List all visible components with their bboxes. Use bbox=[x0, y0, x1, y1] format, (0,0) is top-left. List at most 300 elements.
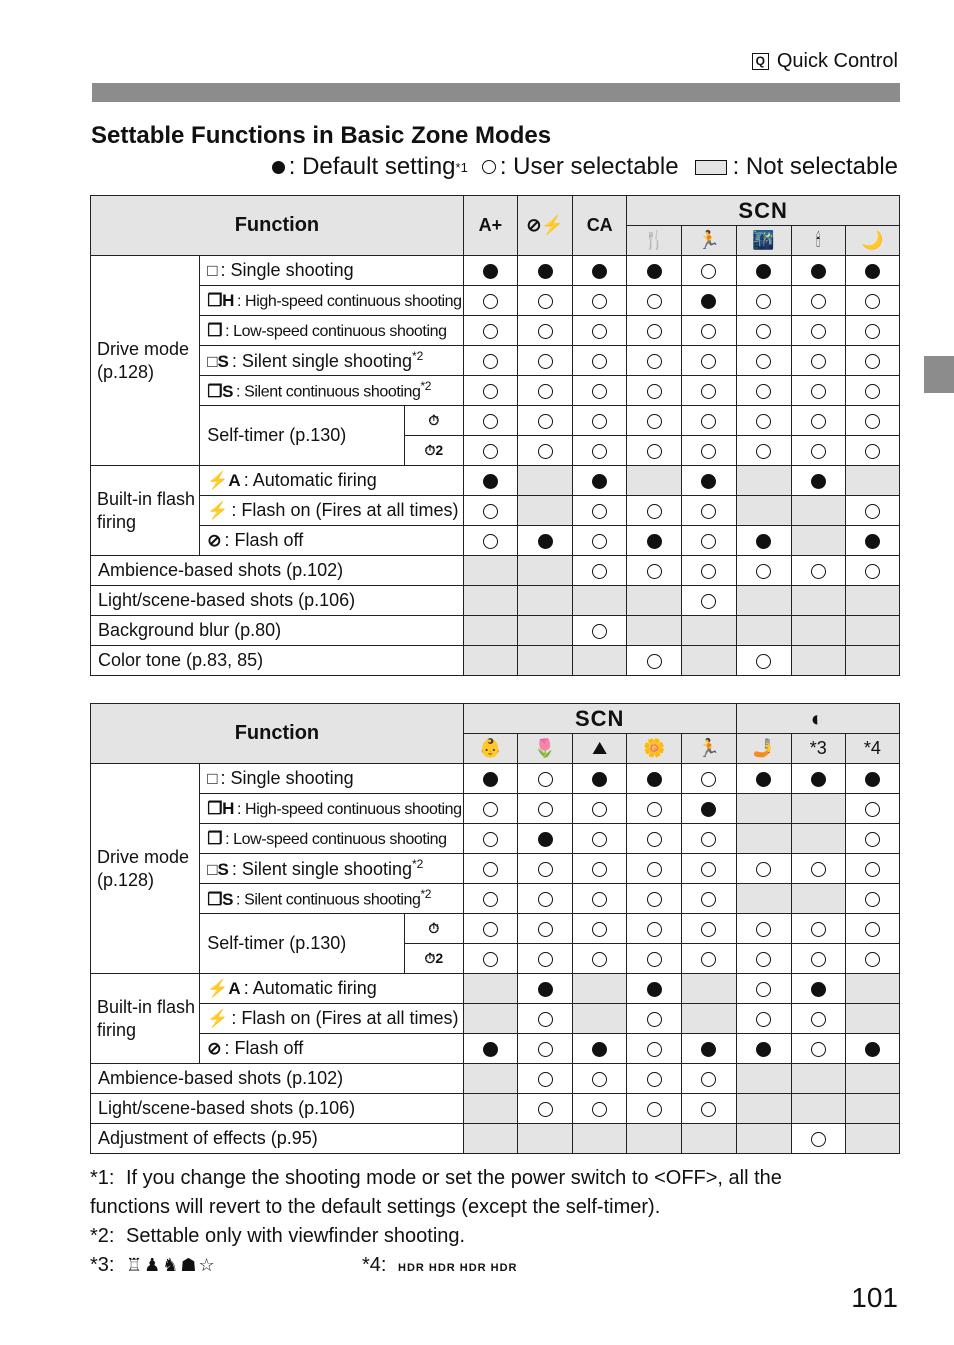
selectable-ring-icon bbox=[647, 1102, 662, 1117]
row-symbol-icon: □S bbox=[207, 860, 229, 879]
row-label-text: : Flash off bbox=[224, 1038, 304, 1058]
selectable-ring-icon bbox=[756, 862, 771, 877]
row-label-text: : Silent continuous shooting bbox=[236, 891, 421, 909]
food-mode-icon: 🍴 bbox=[627, 226, 682, 256]
selectable-cell bbox=[845, 794, 899, 824]
selectable-cell bbox=[736, 286, 791, 316]
selectable-cell bbox=[463, 914, 517, 944]
selectable-cell bbox=[845, 496, 899, 526]
selectable-cell bbox=[791, 436, 845, 466]
default-dot-icon bbox=[865, 264, 880, 279]
footnote-text: Settable only with viewfinder shooting. bbox=[126, 1225, 466, 1247]
hdr-filter-icons: HDR HDR HDR HDR bbox=[398, 1262, 518, 1274]
not-selectable-cell bbox=[736, 1094, 791, 1124]
row-label-text: : Silent single shooting bbox=[231, 351, 412, 371]
default-dot-icon bbox=[701, 294, 716, 309]
table-row bbox=[91, 764, 900, 794]
not-selectable-cell bbox=[627, 466, 682, 496]
selectable-ring-icon bbox=[592, 832, 607, 847]
functions-table-2 bbox=[90, 703, 900, 1154]
selectable-ring-icon bbox=[701, 444, 716, 459]
selectable-ring-icon bbox=[592, 354, 607, 369]
not-selectable-cell bbox=[845, 616, 899, 646]
selectable-cell bbox=[518, 316, 573, 346]
selectable-ring-icon bbox=[701, 504, 716, 519]
default-dot-icon bbox=[701, 802, 716, 817]
selectable-ring-icon bbox=[647, 922, 662, 937]
row-symbol-icon: ❐H bbox=[207, 798, 234, 818]
selectable-cell bbox=[736, 556, 791, 586]
default-dot-icon bbox=[701, 1042, 716, 1057]
row-label: Adjustment of effects (p.95) bbox=[91, 1124, 464, 1154]
selectable-cell bbox=[627, 436, 682, 466]
selectable-cell bbox=[845, 556, 899, 586]
default-cell bbox=[518, 526, 573, 556]
selectable-cell bbox=[627, 794, 682, 824]
selectable-ring-icon bbox=[483, 952, 498, 967]
selectable-ring-icon bbox=[865, 922, 880, 937]
default-cell bbox=[791, 974, 845, 1004]
table-row bbox=[91, 316, 900, 346]
row-label bbox=[200, 346, 464, 376]
selectable-cell bbox=[682, 256, 736, 286]
row-label bbox=[200, 316, 464, 346]
selectable-ring-icon bbox=[756, 324, 771, 339]
smooth-skin-icon: 🌷 bbox=[518, 734, 573, 764]
table-row bbox=[91, 974, 900, 1004]
row-note: *2 bbox=[420, 887, 432, 902]
not-selectable-box-icon bbox=[695, 160, 727, 175]
selectable-ring-icon bbox=[701, 264, 716, 279]
selectable-ring-icon bbox=[647, 802, 662, 817]
not-selectable-cell bbox=[627, 1124, 682, 1154]
selectable-cell bbox=[463, 316, 517, 346]
selectable-cell bbox=[518, 914, 573, 944]
row-label bbox=[200, 1034, 464, 1064]
selectable-cell bbox=[845, 406, 899, 436]
selectable-ring-icon bbox=[811, 324, 826, 339]
row-label bbox=[200, 376, 464, 406]
selectable-cell bbox=[573, 286, 627, 316]
row-label-text: : Automatic firing bbox=[243, 978, 377, 998]
table-row bbox=[91, 586, 900, 616]
selectable-ring-icon bbox=[811, 1012, 826, 1027]
selectable-ring-icon bbox=[592, 624, 607, 639]
column-note-3: *3 bbox=[791, 734, 845, 764]
selectable-ring-icon bbox=[538, 892, 553, 907]
table-row bbox=[91, 824, 900, 854]
row-symbol-icon: ❐ bbox=[207, 320, 223, 340]
not-selectable-cell bbox=[791, 496, 845, 526]
selectable-ring-icon bbox=[647, 414, 662, 429]
drive-mode-group: Drive mode (p.128) bbox=[91, 764, 200, 974]
row-label bbox=[200, 884, 464, 914]
selectable-cell bbox=[518, 1094, 573, 1124]
selectable-cell bbox=[682, 406, 736, 436]
default-cell bbox=[845, 1034, 899, 1064]
default-dot-icon bbox=[592, 264, 607, 279]
table-row bbox=[91, 496, 900, 526]
selectable-ring-icon bbox=[811, 952, 826, 967]
legend bbox=[272, 153, 898, 181]
not-selectable-cell bbox=[463, 974, 517, 1004]
row-symbol-icon: □S bbox=[207, 352, 229, 371]
selectable-ring-icon bbox=[756, 384, 771, 399]
selectable-ring-icon bbox=[538, 1102, 553, 1117]
footnote-3 bbox=[90, 1251, 217, 1280]
table-row bbox=[91, 1034, 900, 1064]
selectable-ring-icon bbox=[483, 294, 498, 309]
selectable-cell bbox=[627, 1064, 682, 1094]
selectable-ring-icon bbox=[482, 160, 496, 174]
selectable-cell bbox=[682, 914, 736, 944]
selectable-cell bbox=[845, 944, 899, 974]
selectable-cell bbox=[791, 1124, 845, 1154]
selectable-cell bbox=[463, 496, 517, 526]
default-dot-icon bbox=[272, 161, 285, 174]
default-cell bbox=[463, 1034, 517, 1064]
default-cell bbox=[573, 256, 627, 286]
header-title: Quick Control bbox=[776, 50, 898, 72]
selectable-cell bbox=[791, 1004, 845, 1034]
default-cell bbox=[573, 1034, 627, 1064]
selectable-ring-icon bbox=[592, 414, 607, 429]
selectable-cell bbox=[573, 616, 627, 646]
selectable-cell bbox=[736, 316, 791, 346]
selectable-ring-icon bbox=[538, 1042, 553, 1057]
flash-firing-group: Built-in flash firing bbox=[91, 974, 200, 1064]
table-row bbox=[91, 526, 900, 556]
selectable-cell bbox=[573, 794, 627, 824]
table-row bbox=[91, 854, 900, 884]
not-selectable-cell bbox=[463, 1064, 517, 1094]
default-cell bbox=[682, 1034, 736, 1064]
selectable-ring-icon bbox=[538, 1012, 553, 1027]
row-note: *2 bbox=[420, 379, 432, 394]
selectable-ring-icon bbox=[865, 504, 880, 519]
row-label bbox=[200, 854, 464, 884]
not-selectable-cell bbox=[573, 974, 627, 1004]
selectable-cell bbox=[791, 316, 845, 346]
footnote-1-cont bbox=[90, 1193, 660, 1222]
footnote-key: *2: bbox=[90, 1225, 115, 1247]
default-cell bbox=[627, 974, 682, 1004]
selectable-ring-icon bbox=[811, 384, 826, 399]
selectable-ring-icon bbox=[647, 564, 662, 579]
default-dot-icon bbox=[647, 264, 662, 279]
row-label-text: : Silent single shooting bbox=[231, 859, 412, 879]
selectable-cell bbox=[518, 794, 573, 824]
selectable-cell bbox=[627, 1004, 682, 1034]
selectable-cell bbox=[463, 406, 517, 436]
default-cell bbox=[518, 256, 573, 286]
selectable-cell bbox=[463, 794, 517, 824]
footnote-key: *4: bbox=[362, 1254, 387, 1276]
selectable-cell bbox=[463, 346, 517, 376]
selectable-ring-icon bbox=[647, 504, 662, 519]
not-selectable-cell bbox=[627, 586, 682, 616]
selectable-cell bbox=[463, 944, 517, 974]
not-selectable-cell bbox=[682, 1004, 736, 1034]
selectable-cell bbox=[791, 406, 845, 436]
closeup-icon: 🌼 bbox=[627, 734, 682, 764]
row-label-text: : High-speed continuous shooting bbox=[236, 292, 462, 310]
selectable-cell bbox=[518, 764, 573, 794]
not-selectable-cell bbox=[845, 466, 899, 496]
selectable-ring-icon bbox=[701, 1072, 716, 1087]
page-number: 101 bbox=[851, 1282, 898, 1313]
footnote-text: If you change the shooting mode or set the power switch to <OFF>, all the bbox=[126, 1167, 782, 1189]
selectable-cell bbox=[736, 944, 791, 974]
not-selectable-cell bbox=[682, 616, 736, 646]
candlelight-icon: 🕯 bbox=[791, 226, 845, 256]
not-selectable-cell bbox=[791, 794, 845, 824]
selectable-ring-icon bbox=[811, 444, 826, 459]
selectable-ring-icon bbox=[865, 802, 880, 817]
page-header bbox=[752, 50, 898, 73]
not-selectable-cell bbox=[573, 646, 627, 676]
selectable-ring-icon bbox=[701, 534, 716, 549]
not-selectable-cell bbox=[845, 586, 899, 616]
selectable-ring-icon bbox=[647, 324, 662, 339]
default-dot-icon bbox=[483, 1042, 498, 1057]
selectable-cell bbox=[682, 944, 736, 974]
selectable-cell bbox=[518, 944, 573, 974]
selectable-ring-icon bbox=[592, 802, 607, 817]
creative-filter-icons: ♖♟♞☗☆ bbox=[126, 1255, 217, 1275]
selectable-cell bbox=[845, 286, 899, 316]
portrait-icon: 👶 bbox=[463, 734, 517, 764]
selectable-cell bbox=[463, 376, 517, 406]
default-dot-icon bbox=[538, 832, 553, 847]
selectable-cell bbox=[573, 914, 627, 944]
default-cell bbox=[736, 256, 791, 286]
selectable-cell bbox=[845, 376, 899, 406]
selectable-ring-icon bbox=[647, 654, 662, 669]
legend-user: : User selectable bbox=[499, 153, 679, 180]
not-selectable-cell bbox=[845, 1124, 899, 1154]
selectable-ring-icon bbox=[483, 384, 498, 399]
not-selectable-cell bbox=[736, 1064, 791, 1094]
table-row bbox=[91, 1064, 900, 1094]
default-cell bbox=[682, 286, 736, 316]
selectable-cell bbox=[845, 914, 899, 944]
scene-intelligent-auto-icon: A+ bbox=[463, 196, 517, 256]
selectable-cell bbox=[573, 346, 627, 376]
selectable-ring-icon bbox=[865, 414, 880, 429]
selectable-cell bbox=[682, 556, 736, 586]
row-symbol-icon: ⚡ bbox=[207, 1009, 229, 1028]
selectable-ring-icon bbox=[483, 922, 498, 937]
selectable-cell bbox=[682, 1094, 736, 1124]
footnote-text: functions will revert to the default settings (except the self-timer). bbox=[90, 1196, 661, 1218]
table-row bbox=[91, 346, 900, 376]
selectable-cell bbox=[736, 376, 791, 406]
selectable-cell bbox=[627, 1034, 682, 1064]
selectable-ring-icon bbox=[592, 1072, 607, 1087]
selectable-ring-icon bbox=[756, 654, 771, 669]
selectable-ring-icon bbox=[756, 922, 771, 937]
selectable-ring-icon bbox=[592, 862, 607, 877]
default-dot-icon bbox=[647, 534, 662, 549]
default-cell bbox=[627, 256, 682, 286]
row-symbol-icon: □ bbox=[207, 261, 218, 280]
default-cell bbox=[736, 526, 791, 556]
self-timer-label: Self-timer (p.130) bbox=[200, 406, 404, 466]
row-label: Light/scene-based shots (p.106) bbox=[91, 1094, 464, 1124]
not-selectable-cell bbox=[518, 646, 573, 676]
selectable-cell bbox=[518, 884, 573, 914]
selectable-cell bbox=[573, 556, 627, 586]
default-cell bbox=[845, 526, 899, 556]
selectable-ring-icon bbox=[701, 772, 716, 787]
default-dot-icon bbox=[811, 264, 826, 279]
default-cell bbox=[736, 1034, 791, 1064]
selectable-cell bbox=[518, 406, 573, 436]
not-selectable-cell bbox=[518, 496, 573, 526]
selectable-ring-icon bbox=[865, 384, 880, 399]
selectable-cell bbox=[736, 436, 791, 466]
row-label: Ambience-based shots (p.102) bbox=[91, 1064, 464, 1094]
scn-header: SCN bbox=[627, 196, 900, 226]
not-selectable-cell bbox=[791, 884, 845, 914]
self-timer-2s-icon: ⏱2 bbox=[404, 944, 463, 974]
row-note: *2 bbox=[411, 857, 424, 871]
selectable-ring-icon bbox=[811, 414, 826, 429]
default-dot-icon bbox=[592, 1042, 607, 1057]
selectable-ring-icon bbox=[811, 1042, 826, 1057]
not-selectable-cell bbox=[627, 616, 682, 646]
default-cell bbox=[791, 256, 845, 286]
default-cell bbox=[518, 974, 573, 1004]
sports-icon: 🏃 bbox=[682, 734, 736, 764]
selectable-ring-icon bbox=[865, 294, 880, 309]
selectable-ring-icon bbox=[865, 444, 880, 459]
default-dot-icon bbox=[811, 474, 826, 489]
not-selectable-cell bbox=[845, 1094, 899, 1124]
not-selectable-cell bbox=[463, 616, 517, 646]
table-row bbox=[91, 406, 900, 436]
footnote-1 bbox=[90, 1164, 782, 1193]
row-label bbox=[200, 286, 464, 316]
row-label-text: : Single shooting bbox=[220, 768, 354, 788]
default-cell bbox=[845, 764, 899, 794]
selectable-ring-icon bbox=[865, 862, 880, 877]
selectable-cell bbox=[627, 944, 682, 974]
row-label-text: : Automatic firing bbox=[243, 470, 377, 490]
selectable-ring-icon bbox=[756, 564, 771, 579]
not-selectable-cell bbox=[736, 496, 791, 526]
not-selectable-cell bbox=[791, 586, 845, 616]
selectable-cell bbox=[845, 316, 899, 346]
not-selectable-cell bbox=[463, 1094, 517, 1124]
selectable-ring-icon bbox=[483, 504, 498, 519]
handheld-night-icon: 🌙 bbox=[845, 226, 899, 256]
table-row bbox=[91, 1004, 900, 1034]
selectable-ring-icon bbox=[811, 564, 826, 579]
not-selectable-cell bbox=[736, 794, 791, 824]
not-selectable-cell bbox=[518, 586, 573, 616]
selectable-ring-icon bbox=[647, 832, 662, 847]
function-header: Function bbox=[91, 196, 464, 256]
not-selectable-cell bbox=[791, 1064, 845, 1094]
footnote-key: *1: bbox=[90, 1167, 115, 1189]
selectable-cell bbox=[682, 496, 736, 526]
table-row bbox=[91, 1094, 900, 1124]
selectable-ring-icon bbox=[538, 354, 553, 369]
selectable-ring-icon bbox=[865, 892, 880, 907]
selectable-cell bbox=[573, 884, 627, 914]
default-cell bbox=[682, 466, 736, 496]
default-dot-icon bbox=[647, 982, 662, 997]
selectable-cell bbox=[791, 376, 845, 406]
default-dot-icon bbox=[592, 474, 607, 489]
not-selectable-cell bbox=[463, 1124, 517, 1154]
row-label: Light/scene-based shots (p.106) bbox=[91, 586, 464, 616]
row-label-text: : Silent continuous shooting bbox=[236, 383, 421, 401]
selectable-cell bbox=[627, 376, 682, 406]
selectable-cell bbox=[573, 526, 627, 556]
selectable-cell bbox=[791, 944, 845, 974]
selectable-cell bbox=[627, 346, 682, 376]
selectable-cell bbox=[791, 286, 845, 316]
selectable-ring-icon bbox=[647, 1012, 662, 1027]
selectable-ring-icon bbox=[538, 862, 553, 877]
not-selectable-cell bbox=[518, 616, 573, 646]
kids-mode-icon: 🏃 bbox=[682, 226, 736, 256]
function-header: Function bbox=[91, 704, 464, 764]
selectable-ring-icon bbox=[592, 534, 607, 549]
selectable-ring-icon bbox=[647, 952, 662, 967]
not-selectable-cell bbox=[463, 1004, 517, 1034]
default-dot-icon bbox=[483, 772, 498, 787]
selectable-cell bbox=[736, 914, 791, 944]
selectable-ring-icon bbox=[647, 354, 662, 369]
selectable-ring-icon bbox=[756, 414, 771, 429]
row-symbol-icon: ⚡A bbox=[207, 979, 241, 998]
selectable-ring-icon bbox=[483, 444, 498, 459]
default-cell bbox=[518, 824, 573, 854]
default-dot-icon bbox=[483, 474, 498, 489]
default-cell bbox=[463, 466, 517, 496]
row-label bbox=[200, 794, 464, 824]
functions-table-1 bbox=[90, 195, 900, 676]
selectable-cell bbox=[736, 646, 791, 676]
selectable-cell bbox=[573, 406, 627, 436]
selectable-ring-icon bbox=[538, 952, 553, 967]
selectable-ring-icon bbox=[756, 982, 771, 997]
selectable-ring-icon bbox=[701, 952, 716, 967]
row-symbol-icon: ❐ bbox=[207, 828, 223, 848]
not-selectable-cell bbox=[463, 556, 517, 586]
selectable-ring-icon bbox=[592, 892, 607, 907]
selectable-ring-icon bbox=[865, 354, 880, 369]
default-dot-icon bbox=[811, 772, 826, 787]
drive-mode-group: Drive mode (p.128) bbox=[91, 256, 200, 466]
selectable-ring-icon bbox=[701, 1102, 716, 1117]
selectable-ring-icon bbox=[865, 324, 880, 339]
default-dot-icon bbox=[756, 534, 771, 549]
self-timer-10s-icon: ⏱ bbox=[404, 914, 463, 944]
selectable-cell bbox=[573, 1094, 627, 1124]
selectable-cell bbox=[573, 376, 627, 406]
selectable-ring-icon bbox=[647, 1072, 662, 1087]
selectable-ring-icon bbox=[647, 892, 662, 907]
selectable-ring-icon bbox=[592, 294, 607, 309]
selectable-cell bbox=[791, 556, 845, 586]
selectable-ring-icon bbox=[538, 1072, 553, 1087]
selectable-ring-icon bbox=[865, 564, 880, 579]
